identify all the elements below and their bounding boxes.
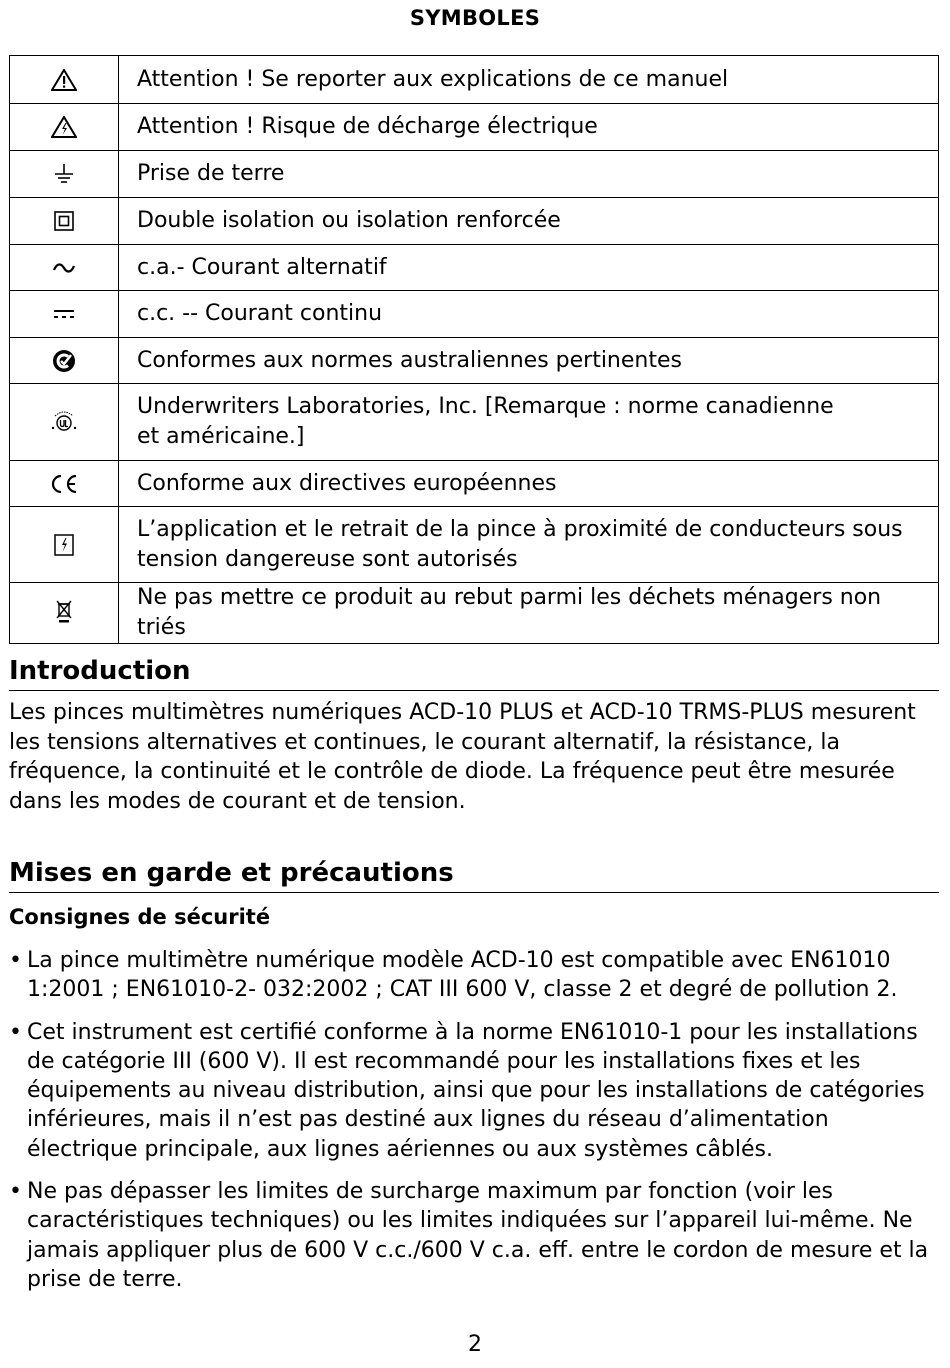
c-tick-icon (52, 349, 76, 373)
list-item: • Cet instrument est certifié conforme à la norme EN61010-1 pour les installations de catégorie III (600 V). Il est recommandé pour les installations fixes et les équipements au niveau distribution, ainsi que pour les installations de catégories inférieures, mais il n’est pas destiné aux lignes du réseau d’alimentation électrique principale, aux lignes aériennes ou aux systèmes câblés. (9, 1018, 939, 1164)
symbol-cell (10, 384, 119, 461)
table-row (10, 291, 939, 338)
live-conductor-icon (54, 534, 74, 556)
symbol-description: c.a.- Courant alternatif (119, 245, 939, 291)
table-row (10, 461, 939, 507)
symbol-cell (10, 151, 119, 198)
symbol-description: c.c. -- Courant continu (119, 291, 939, 338)
ce-mark-icon (49, 473, 79, 495)
introduction-paragraph: Les pinces multimètres numériques ACD-10 PLUS et ACD-10 TRMS-PLUS mesurent les tensions alternatives et continues, le courant alternatif, la résistance, la fréquence, la continuité et le contrôle de diode. La fréquence peut être mesurée dans les modes de courant et de tension. (9, 700, 916, 814)
table-row (10, 507, 939, 583)
table-row (10, 198, 939, 245)
page-title: SYMBOLES (409, 6, 541, 30)
symbol-description: Conformes aux normes australiennes pertinentes (119, 338, 939, 384)
table-row (10, 384, 939, 461)
symbol-cell (10, 583, 119, 644)
weee-bin-icon (56, 600, 72, 626)
warning-triangle-icon (51, 69, 77, 91)
table-row (10, 151, 939, 198)
symbol-cell (10, 198, 119, 245)
dc-icon (53, 308, 75, 320)
symbol-description: Conforme aux directives européennes (119, 461, 939, 507)
symbol-cell (10, 245, 119, 291)
table-row (10, 56, 939, 104)
safety-list (9, 946, 939, 1307)
table-row (10, 338, 939, 384)
symbol-description: L’application et le retrait de la pince à proximité de conducteurs sous tension dangereuse sont autorisés (119, 507, 939, 583)
table-row (10, 245, 939, 291)
introduction-heading: Introduction (9, 654, 939, 691)
list-item: • Ne pas dépasser les limites de surcharge maximum par fonction (voir les caractéristiques techniques) ou les limites indiquées sur l’appareil lui-même. Ne jamais appliquer plus de 600 V c.c./600 V c.a. eff. entre le cordon de mesure et la prise de terre. (9, 1177, 939, 1294)
symbol-description: Prise de terre (119, 151, 939, 198)
electric-shock-warning-icon (51, 116, 77, 138)
symbol-description: Attention ! Risque de décharge électrique (119, 104, 939, 151)
ac-wave-icon (53, 261, 75, 275)
warnings-heading: Mises en garde et précautions (9, 856, 939, 893)
symbol-description: Attention ! Se reporter aux explications de ce manuel (119, 56, 939, 104)
symbol-cell (10, 56, 119, 104)
symbol-description: Ne pas mettre ce produit au rebut parmi les déchets ménagers non triés (119, 583, 939, 644)
symbol-cell (10, 338, 119, 384)
page-number: 2 (468, 1332, 482, 1357)
double-insulation-icon (54, 211, 74, 231)
ul-classified-icon (46, 407, 82, 437)
ground-icon (53, 163, 75, 185)
symbol-description: Underwriters Laboratories, Inc. [Remarque : norme canadienne et américaine.] (119, 384, 939, 461)
symbols-table (9, 55, 939, 644)
table-row (10, 583, 939, 644)
safety-subheading: Consignes de sécurité (9, 905, 271, 929)
symbol-description: Double isolation ou isolation renforcée (119, 198, 939, 245)
table-row (10, 104, 939, 151)
list-item: • La pince multimètre numérique modèle ACD-10 est compatible avec EN61010 1:2001 ; EN61010-2- 032:2002 ; CAT III 600 V, classe 2 et degré de pollution 2. (9, 946, 939, 1005)
symbol-cell (10, 461, 119, 507)
symbol-cell (10, 507, 119, 583)
symbol-cell (10, 104, 119, 151)
symbol-cell (10, 291, 119, 338)
